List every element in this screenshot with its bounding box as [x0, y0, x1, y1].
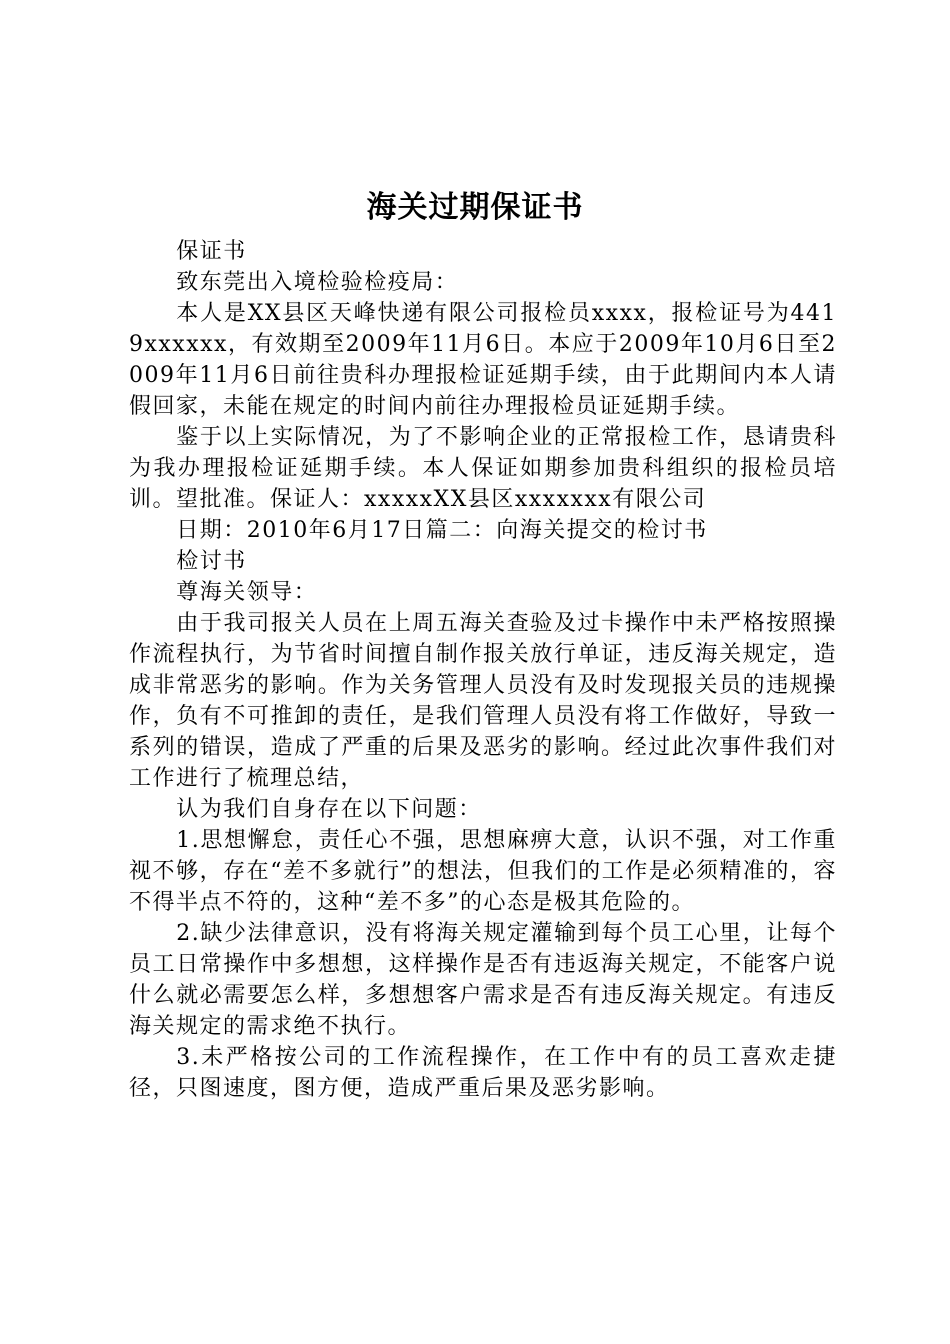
- paragraph-guarantee-heading: 保证书: [176, 239, 247, 264]
- paragraph-problem-3: 3.未严格按公司的工作流程操作，在工作中有的员工喜欢走捷径，只图速度，图方便，造成严重后果及恶劣影响。: [129, 1045, 837, 1101]
- paragraph-problem-1: 1.思想懈怠，责任心不强，思想麻痹大意，认识不强，对工作重视不够，存在“差不多就行”的想法，但我们的工作是必须精准的，容不得半点不符的，这种“差不多”的心态是极其危险的。: [129, 828, 837, 915]
- paragraph-request: 鉴于以上实际情况，为了不影响企业的正常报检工作，恳请贵科为我办理报检证延期手续。本人保证如期参加贵科组织的报检员培训。望批准。保证人：xxxxxXX县区xxxxxxx有限公司: [129, 425, 837, 512]
- paragraph-salutation: 尊海关领导：: [176, 580, 318, 605]
- paragraph-review-heading: 检讨书: [176, 549, 247, 574]
- paragraph-incident: 由于我司报关人员在上周五海关查验及过卡操作中未严格按照操作流程执行，为节省时间擅自制作报关放行单证，违反海关规定，造成非常恶劣的影响。作为关务管理人员没有及时发现报关员的违规操作，负有不可推卸的责任，是我们管理人员没有将工作做好，导致一系列的错误，造成了严重的后果及恶劣的影响。经过此次事件我们对工作进行了梳理总结，: [129, 611, 837, 791]
- document-body: [129, 236, 837, 1104]
- paragraph-date: 日期：2010年6月17日篇二：向海关提交的检讨书: [176, 518, 708, 543]
- document-title: 海关过期保证书: [366, 190, 584, 225]
- paragraph-problems-intro: 认为我们自身存在以下问题：: [176, 797, 482, 822]
- paragraph-statement: 本人是XX县区天峰快递有限公司报检员xxxx，报检证号为4419xxxxxx，有效期至2009年11月6日。本应于2009年10月6日至2009年11月6日前往贵科办理报检证延期手续，由于此期间内本人请假回家，未能在规定的时间内前往办理报检员证延期手续。: [129, 301, 837, 419]
- paragraph-addressee: 致东莞出入境检验检疫局：: [176, 270, 459, 295]
- paragraph-problem-2: 2.缺少法律意识，没有将海关规定灌输到每个员工心里，让每个员工日常操作中多想想，这样操作是否有违返海关规定，不能客户说什么就必需要怎么样，多想想客户需求是否有违反海关规定。有违反海关规定的需求绝不执行。: [129, 921, 837, 1039]
